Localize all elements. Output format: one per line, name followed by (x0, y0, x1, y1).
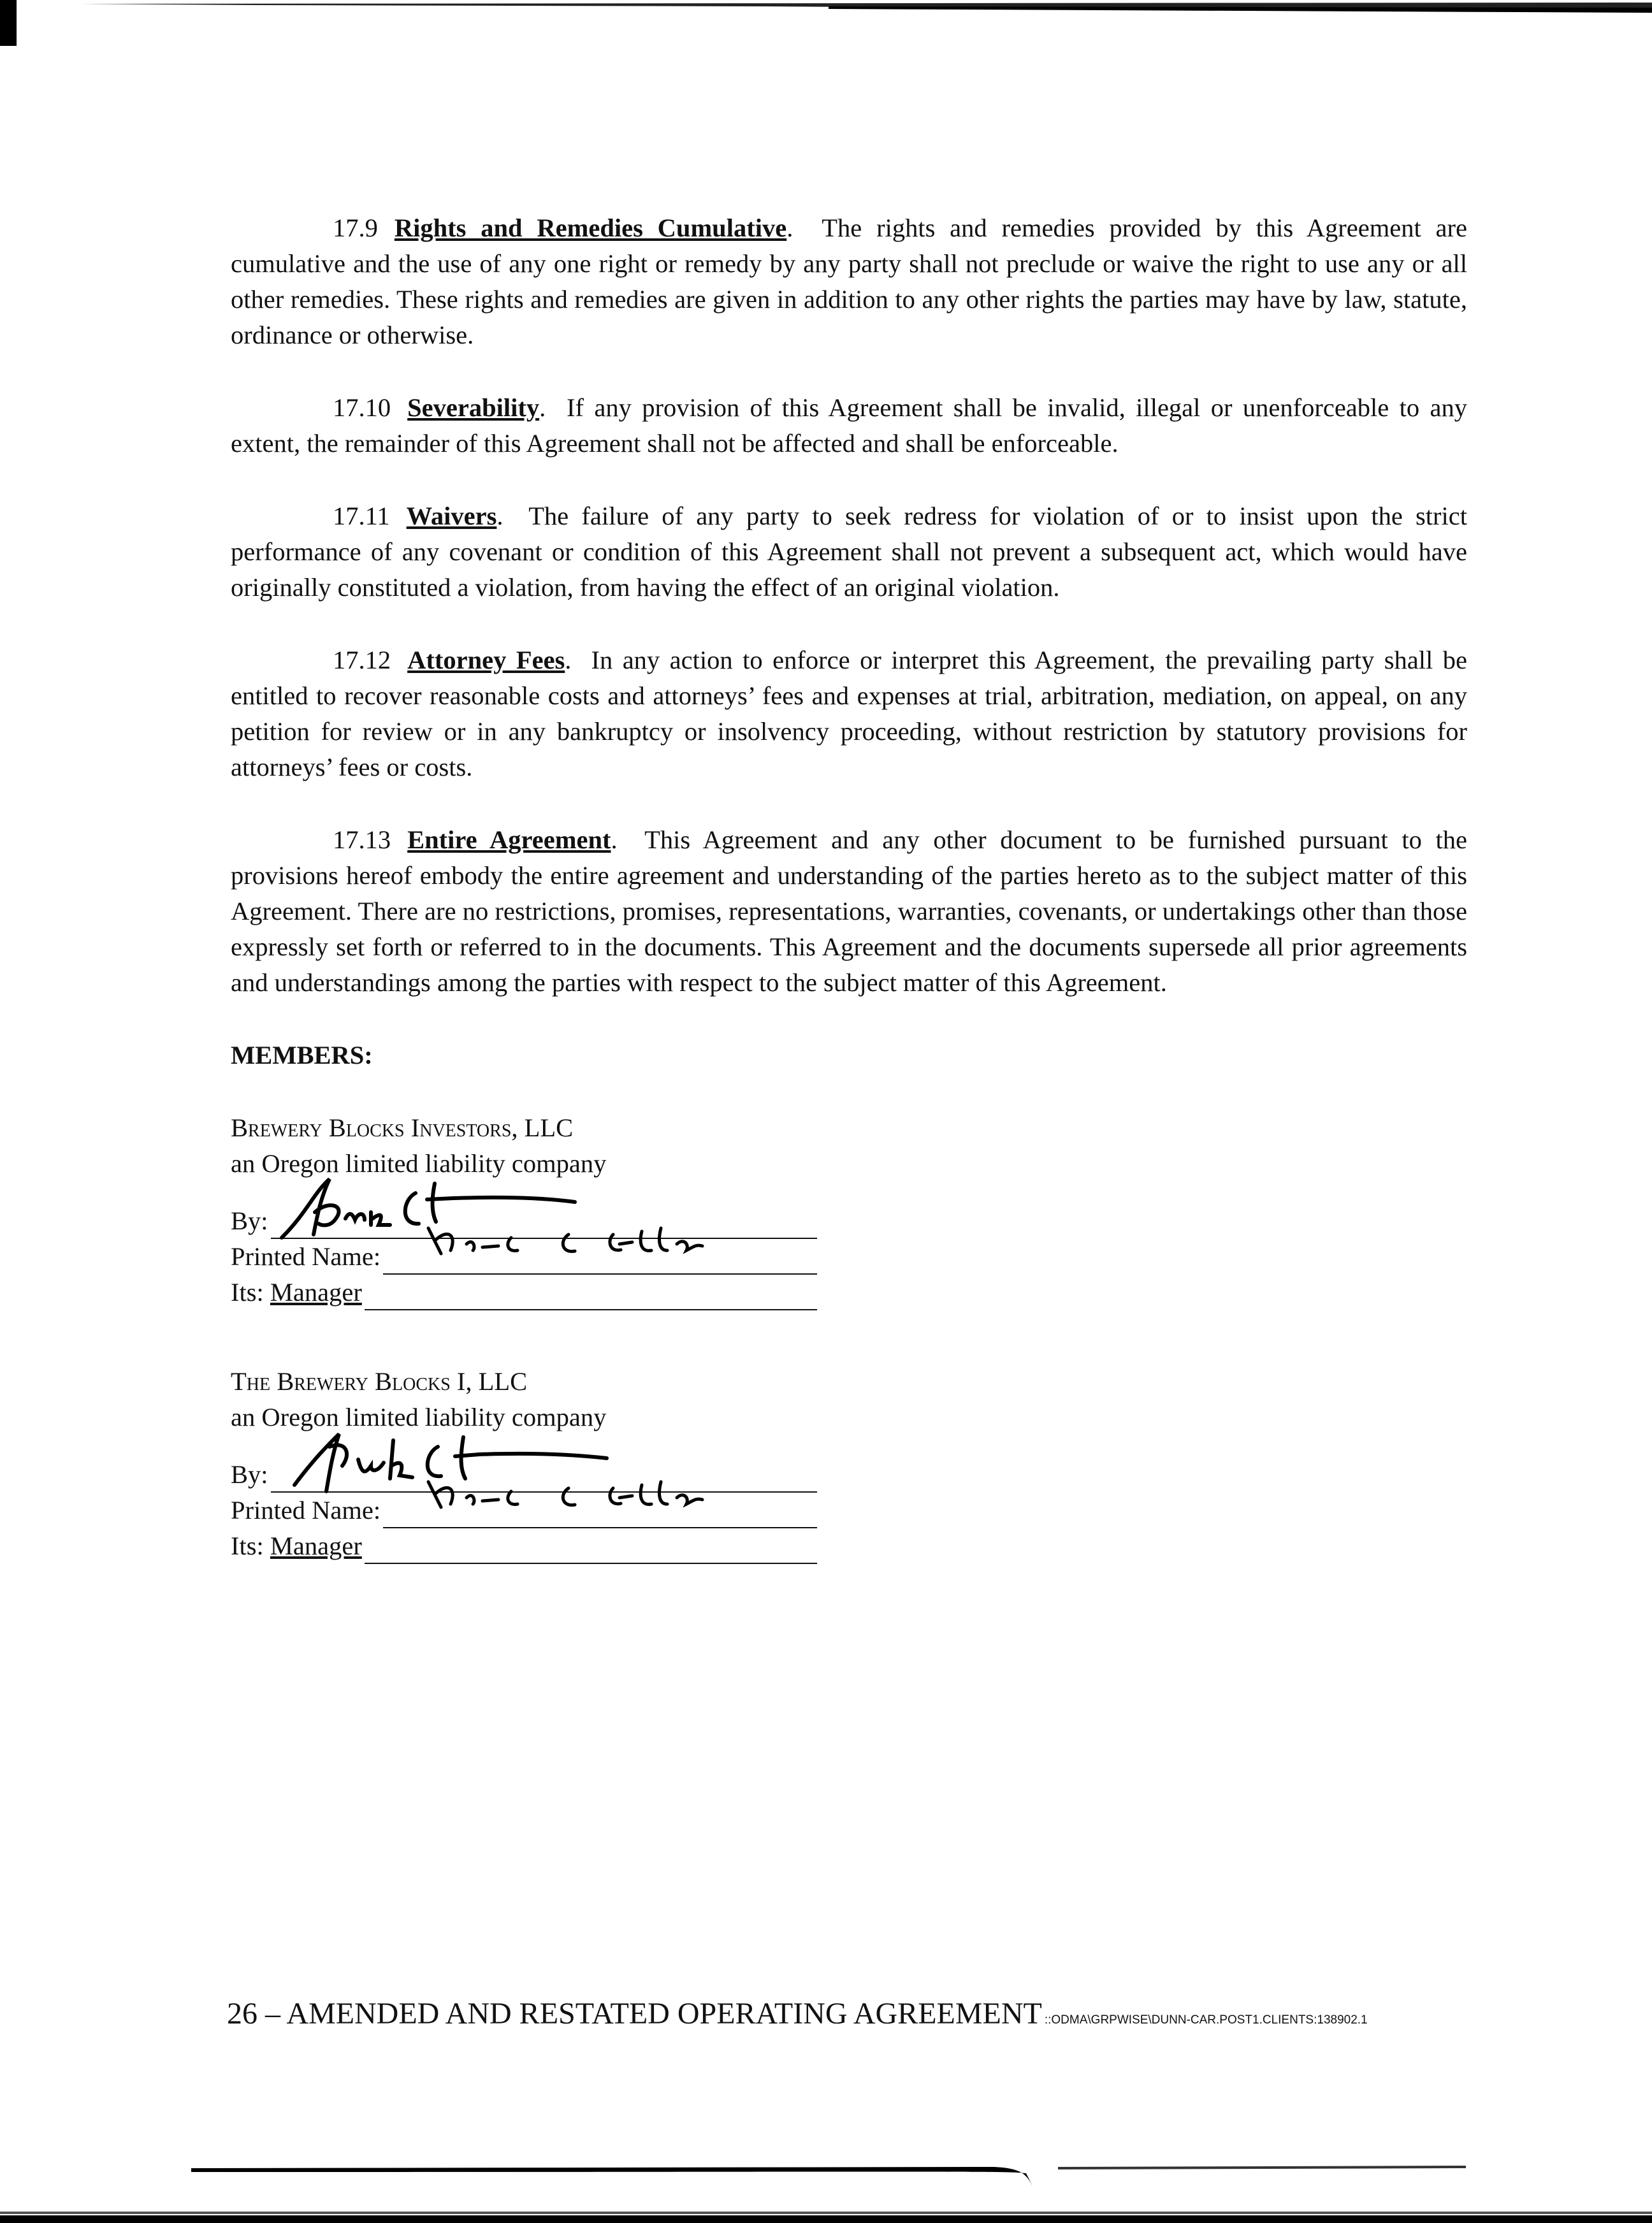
section-heading: Rights and Remedies Cumulative (394, 214, 787, 242)
its-rule (365, 1284, 817, 1310)
its-value: Manager (270, 1278, 362, 1307)
section-17-13: 17.13 Entire Agreement. This Agreement and any other document to be furnished pursuant to the provisions hereof embody the entire agreement and understanding of the parties hereto as to the subject matter of this Agreement. There are no restrictions, promises, representations, warranties, covenants, or undertakings other than those expressly set forth or referred to in the documents. This Agreement and the documents supersede all prior agreements and understandings among the parties with respect to the subject matter of this Agreement. (231, 822, 1467, 1001)
company-name: Brewery Blocks Investors, LLC (231, 1113, 574, 1142)
by-label: By: (231, 1460, 268, 1489)
section-text: If any provision of this Agreement shall be invalid, illegal or unenforceable to any extent, the remainder of this Agreement shall not be affected and shall be enforceable. (231, 393, 1468, 458)
section-number: 17.9 (333, 214, 378, 242)
signature-block-2 (231, 1364, 817, 1564)
printed-name-rule (383, 1248, 817, 1275)
company-name: The Brewery Blocks I, LLC (231, 1367, 528, 1396)
printed-name-line (231, 1493, 817, 1528)
its-rule (365, 1537, 817, 1564)
section-number: 17.12 (333, 646, 391, 674)
document-page (231, 210, 1467, 1564)
company-description: an Oregon limited liability company (231, 1403, 607, 1431)
section-number: 17.10 (333, 393, 391, 422)
by-label: By: (231, 1206, 268, 1235)
its-label: Its: (231, 1531, 264, 1560)
section-number: 17.13 (333, 825, 391, 854)
section-17-11: 17.11 Waivers. The failure of any party to seek redress for violation of or to insist upon the strict performance of any covenant or condition of this Agreement shall not prevent a subsequent act, which would have originally constituted a violation, from having the effect of an original violation. (231, 498, 1467, 605)
section-17-12: 17.12 Attorney Fees. In any action to enforce or interpret this Agreement, the prevailing party shall be entitled to recover reasonable costs and attorneys’ fees and expenses at trial, arbitration, mediation, on appeal, on any petition for review or in any bankruptcy or insolvency proceeding, without restriction by statutory provisions for attorneys’ fees or costs. (231, 642, 1467, 785)
section-heading: Attorney Fees (407, 646, 565, 674)
section-text: In any action to enforce or interpret this Agreement, the prevailing party shall be entitled to recover reasonable costs and attorneys’ fees and expenses at trial, arbitration, mediation, on appeal, on any petition for review or in any bankruptcy or insolvency proceeding, without restriction by statutory provisions for attorneys’ fees or costs. (231, 646, 1468, 781)
signature-rule (271, 1212, 817, 1239)
printed-name-label: Printed Name: (231, 1496, 381, 1524)
by-line (231, 1435, 817, 1493)
section-17-9: 17.9 Rights and Remedies Cumulative. The rights and remedies provided by this Agreement are cumulative and the use of any one right or remedy by any party shall not preclude or waive the right to use any or all other remedies. These rights and remedies are given in addition to any other rights the parties may have by law, statute, ordinance or otherwise. (231, 210, 1467, 353)
printed-name-rule (383, 1502, 817, 1528)
its-value: Manager (270, 1531, 362, 1560)
scan-edge-bottom (0, 2154, 1652, 2223)
printed-name-label: Printed Name: (231, 1242, 381, 1271)
its-line (231, 1275, 817, 1310)
scan-edge-top (0, 0, 1652, 19)
section-number: 17.11 (333, 502, 390, 530)
members-label: MEMBERS: (231, 1041, 373, 1069)
section-text: The rights and remedies provided by this Agreement are cumulative and the use of any one right or remedy by any party shall not preclude or waive the right to use any or all other remedies. These rights and remedies are given in addition to any other rights the parties may have by law, statute, ordinance or otherwise. (231, 214, 1467, 349)
section-heading: Entire Agreement (407, 825, 611, 854)
its-label: Its: (231, 1278, 264, 1307)
printed-name-line (231, 1239, 817, 1275)
signature-rule (271, 1466, 817, 1493)
company-description: an Oregon limited liability company (231, 1149, 607, 1178)
section-17-10: 17.10 Severability. If any provision of this Agreement shall be invalid, illegal or unenforceable to any extent, the remainder of this Agreement shall not be affected and shall be enforceable. (231, 390, 1467, 461)
footer-title: 26 – AMENDED AND RESTATED OPERATING AGREEMENT (227, 1997, 1042, 2031)
section-heading: Severability (407, 393, 540, 422)
section-text: The failure of any party to seek redress for violation of or to insist upon the strict performance of any covenant or condition of this Agreement shall not prevent a subsequent act, which would have originally constituted a violation, from having the effect of an original violation. (231, 502, 1467, 602)
section-heading: Waivers (406, 502, 497, 530)
signature-block-1 (231, 1110, 817, 1310)
footer-doc-code: ::ODMA\GRPWISE\DUNN-CAR.POST1.CLIENTS:138902.1 (1044, 2013, 1368, 2027)
section-text: This Agreement and any other document to be furnished pursuant to the provisions hereof embody the entire agreement and understanding of the parties hereto as to the subject matter of this Agreement. There are no restrictions, promises, representations, warranties, covenants, or undertakings other than those expressly set forth or referred to in the documents. This Agreement and the documents supersede all prior agreements and understandings among the parties with respect to the subject matter of this Agreement. (231, 825, 1467, 997)
by-line (231, 1182, 817, 1239)
its-line (231, 1528, 817, 1564)
page-footer (227, 1996, 1368, 2031)
scan-corner-mark (0, 0, 17, 46)
